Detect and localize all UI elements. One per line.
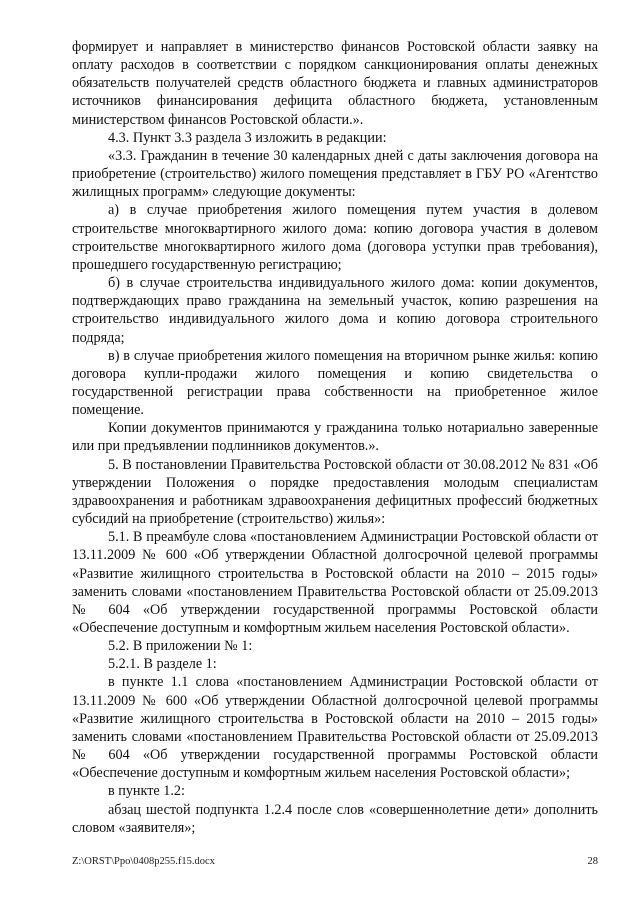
paragraph-item-4-3: 4.3. Пункт 3.3 раздела 3 изложить в редакции: [108,129,387,146]
paragraph-subitem-a: а) в случае приобретения жилого помещения путем участия в долевом строительстве многоквартирного жилого дома: копию договора участия в долевом строительстве многоквартирного жилого дома (договора уступки прав требования), прошедшего государственную регистрацию; [72,202,598,273]
paragraph-continuation: формирует и направляет в министерство финансов Ростовской области заявку на оплату расходов в соответствии с порядком санкционирования оплаты денежных обязательств получателей средств областного бюджета и главных администраторов источников финансирования дефицита областного бюджета, установленным министерством финансов Ростовской области.». [72,39,598,128]
document-body [72,38,598,837]
paragraph-item-5: 5. В постановлении Правительства Ростовской области от 30.08.2012 № 831 «Об утверждении Положения о порядке предоставления молодым специалистам здравоохранения и работникам здравоохранения дефицитных профессий бюджетных субсидий на приобретение (строительство) жилья»: [72,456,598,528]
paragraph-subitem-v: в) в случае приобретения жилого помещения на вторичном рынке жилья: копию договора купли-продажи жилого помещения и копию свидетельства о государственной регистрации права собственности на приобретенное жилое помещение. [72,347,598,419]
paragraph-point-1-1: в пункте 1.1 слова «постановлением Администрации Ростовской области от 13.11.2009 № 600 «Об утверждении Областной долгосрочной целевой программы «Развитие жилищного строительства в Ростовской области на 2010 – 2015 годы» заменить словами «постановлением Правительства Ростовской области от 25.09.2013 № 604 «Об утверждении государственной программы Ростовской области «Обеспечение доступным и комфортным жильем населения Ростовской области»; [72,674,598,782]
paragraph-subitem-b: б) в случае строительства индивидуального жилого дома: копии документов, подтверждающих право гражданина на земельный участок, копию разрешения на строительство индивидуального жилого дома и копию договора строительного подряда; [72,275,598,346]
paragraph-copies-note: Копии документов принимаются у гражданина только нотариально заверенные или при предъявлении подлинников документов.». [72,420,598,455]
paragraph-item-5-2: 5.2. В приложении № 1: [108,638,253,655]
paragraph-item-3-3: «3.3. Гражданин в течение 30 календарных дней с даты заключения договора на приобретение (строительство) жилого помещения представляет в ГБУ РО «Агентство жилищных программ» следующие документы: [72,147,598,201]
paragraph-item-5-2-1: 5.2.1. В разделе 1: [108,656,217,673]
paragraph-item-5-1: 5.1. В преамбуле слова «постановлением Администрации Ростовской области от 13.11.2009 № 600 «Об утверждении Областной долгосрочной целевой программы «Развитие жилищного строительства в Ростовской области на 2010 – 2015 годы» заменить словами «постановлением Правительства Ростовской области от 25.09.2013 № 604 «Об утверждении государственной программы Ростовской области «Обеспечение доступным и комфортным жильем населения Ростовской области». [72,529,598,636]
footer-file-path: Z:\ORST\Ppo\0408p255.f15.docx [72,856,215,867]
footer-page-number: 28 [587,856,598,867]
paragraph-subpoint-1-2-4: абзац шестой подпункта 1.2.4 после слов «совершеннолетние дети» дополнить словом «заявителя»; [72,801,598,836]
paragraph-point-1-2: в пункте 1.2: [108,783,185,800]
